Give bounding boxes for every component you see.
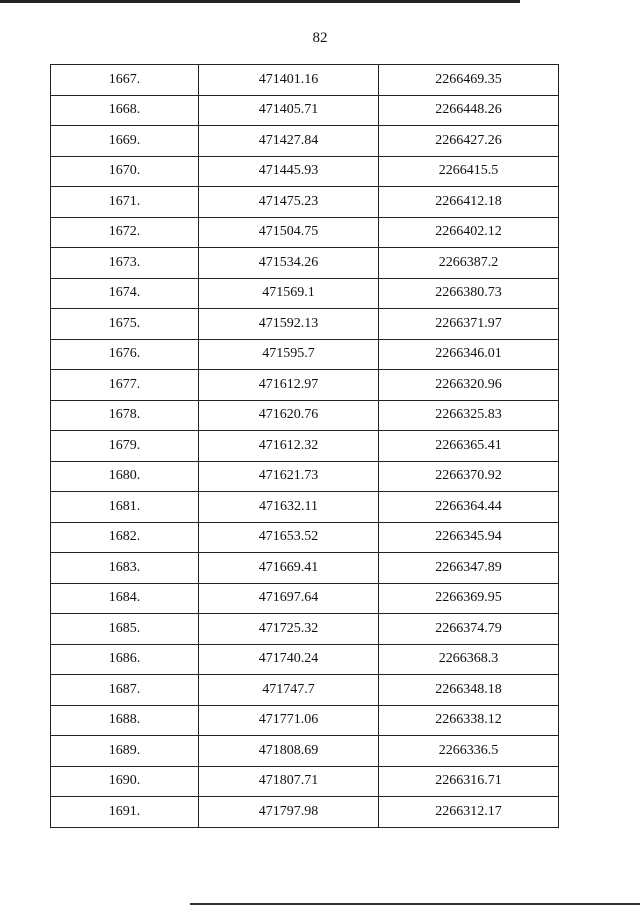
x-coordinate-cell: 471653.52	[199, 522, 379, 553]
x-coordinate-cell: 471621.73	[199, 461, 379, 492]
y-coordinate-cell: 2266347.89	[379, 553, 559, 584]
x-coordinate-cell: 471807.71	[199, 766, 379, 797]
point-number-cell: 1669.	[51, 126, 199, 157]
point-number-cell: 1686.	[51, 644, 199, 675]
x-coordinate-cell: 471725.32	[199, 614, 379, 645]
top-rule	[0, 0, 520, 3]
y-coordinate-cell: 2266415.5	[379, 156, 559, 187]
table-row	[51, 675, 559, 706]
table-row	[51, 187, 559, 218]
table-row	[51, 400, 559, 431]
y-coordinate-cell: 2266412.18	[379, 187, 559, 218]
table-row	[51, 65, 559, 96]
x-coordinate-cell: 471612.97	[199, 370, 379, 401]
table-row	[51, 766, 559, 797]
coordinates-table-body	[51, 65, 559, 828]
x-coordinate-cell: 471620.76	[199, 400, 379, 431]
table-row	[51, 705, 559, 736]
y-coordinate-cell: 2266368.3	[379, 644, 559, 675]
table-row	[51, 309, 559, 340]
y-coordinate-cell: 2266374.79	[379, 614, 559, 645]
y-coordinate-cell: 2266320.96	[379, 370, 559, 401]
x-coordinate-cell: 471534.26	[199, 248, 379, 279]
y-coordinate-cell: 2266345.94	[379, 522, 559, 553]
table-row	[51, 461, 559, 492]
point-number-cell: 1676.	[51, 339, 199, 370]
x-coordinate-cell: 471401.16	[199, 65, 379, 96]
table-row	[51, 370, 559, 401]
point-number-cell: 1690.	[51, 766, 199, 797]
x-coordinate-cell: 471427.84	[199, 126, 379, 157]
y-coordinate-cell: 2266369.95	[379, 583, 559, 614]
table-row	[51, 248, 559, 279]
table-row	[51, 797, 559, 828]
page-number: 82	[312, 30, 328, 46]
x-coordinate-cell: 471669.41	[199, 553, 379, 584]
y-coordinate-cell: 2266346.01	[379, 339, 559, 370]
point-number-cell: 1668.	[51, 95, 199, 126]
coordinates-table	[50, 64, 559, 828]
y-coordinate-cell: 2266336.5	[379, 736, 559, 767]
point-number-cell: 1667.	[51, 65, 199, 96]
table-row	[51, 736, 559, 767]
table-row	[51, 431, 559, 462]
point-number-cell: 1670.	[51, 156, 199, 187]
x-coordinate-cell: 471797.98	[199, 797, 379, 828]
point-number-cell: 1680.	[51, 461, 199, 492]
x-coordinate-cell: 471740.24	[199, 644, 379, 675]
point-number-cell: 1687.	[51, 675, 199, 706]
table-row	[51, 95, 559, 126]
y-coordinate-cell: 2266387.2	[379, 248, 559, 279]
point-number-cell: 1671.	[51, 187, 199, 218]
y-coordinate-cell: 2266371.97	[379, 309, 559, 340]
point-number-cell: 1689.	[51, 736, 199, 767]
point-number-cell: 1678.	[51, 400, 199, 431]
point-number-cell: 1684.	[51, 583, 199, 614]
y-coordinate-cell: 2266364.44	[379, 492, 559, 523]
y-coordinate-cell: 2266312.17	[379, 797, 559, 828]
table-row	[51, 492, 559, 523]
y-coordinate-cell: 2266448.26	[379, 95, 559, 126]
table-row	[51, 339, 559, 370]
table-row	[51, 522, 559, 553]
table-row	[51, 614, 559, 645]
point-number-cell: 1688.	[51, 705, 199, 736]
y-coordinate-cell: 2266325.83	[379, 400, 559, 431]
table-row	[51, 583, 559, 614]
x-coordinate-cell: 471475.23	[199, 187, 379, 218]
x-coordinate-cell: 471632.11	[199, 492, 379, 523]
table-row	[51, 126, 559, 157]
point-number-cell: 1683.	[51, 553, 199, 584]
x-coordinate-cell: 471504.75	[199, 217, 379, 248]
y-coordinate-cell: 2266380.73	[379, 278, 559, 309]
point-number-cell: 1691.	[51, 797, 199, 828]
point-number-cell: 1672.	[51, 217, 199, 248]
point-number-cell: 1674.	[51, 278, 199, 309]
point-number-cell: 1673.	[51, 248, 199, 279]
table-row	[51, 278, 559, 309]
x-coordinate-cell: 471771.06	[199, 705, 379, 736]
y-coordinate-cell: 2266370.92	[379, 461, 559, 492]
x-coordinate-cell: 471592.13	[199, 309, 379, 340]
table-row	[51, 553, 559, 584]
y-coordinate-cell: 2266316.71	[379, 766, 559, 797]
y-coordinate-cell: 2266365.41	[379, 431, 559, 462]
y-coordinate-cell: 2266338.12	[379, 705, 559, 736]
x-coordinate-cell: 471808.69	[199, 736, 379, 767]
x-coordinate-cell: 471747.7	[199, 675, 379, 706]
x-coordinate-cell: 471595.7	[199, 339, 379, 370]
x-coordinate-cell: 471697.64	[199, 583, 379, 614]
x-coordinate-cell: 471445.93	[199, 156, 379, 187]
y-coordinate-cell: 2266427.26	[379, 126, 559, 157]
point-number-cell: 1685.	[51, 614, 199, 645]
point-number-cell: 1679.	[51, 431, 199, 462]
point-number-cell: 1682.	[51, 522, 199, 553]
y-coordinate-cell: 2266469.35	[379, 65, 559, 96]
y-coordinate-cell: 2266402.12	[379, 217, 559, 248]
point-number-cell: 1675.	[51, 309, 199, 340]
x-coordinate-cell: 471612.32	[199, 431, 379, 462]
x-coordinate-cell: 471569.1	[199, 278, 379, 309]
table-row	[51, 644, 559, 675]
y-coordinate-cell: 2266348.18	[379, 675, 559, 706]
table-row	[51, 217, 559, 248]
x-coordinate-cell: 471405.71	[199, 95, 379, 126]
point-number-cell: 1681.	[51, 492, 199, 523]
point-number-cell: 1677.	[51, 370, 199, 401]
table-row	[51, 156, 559, 187]
